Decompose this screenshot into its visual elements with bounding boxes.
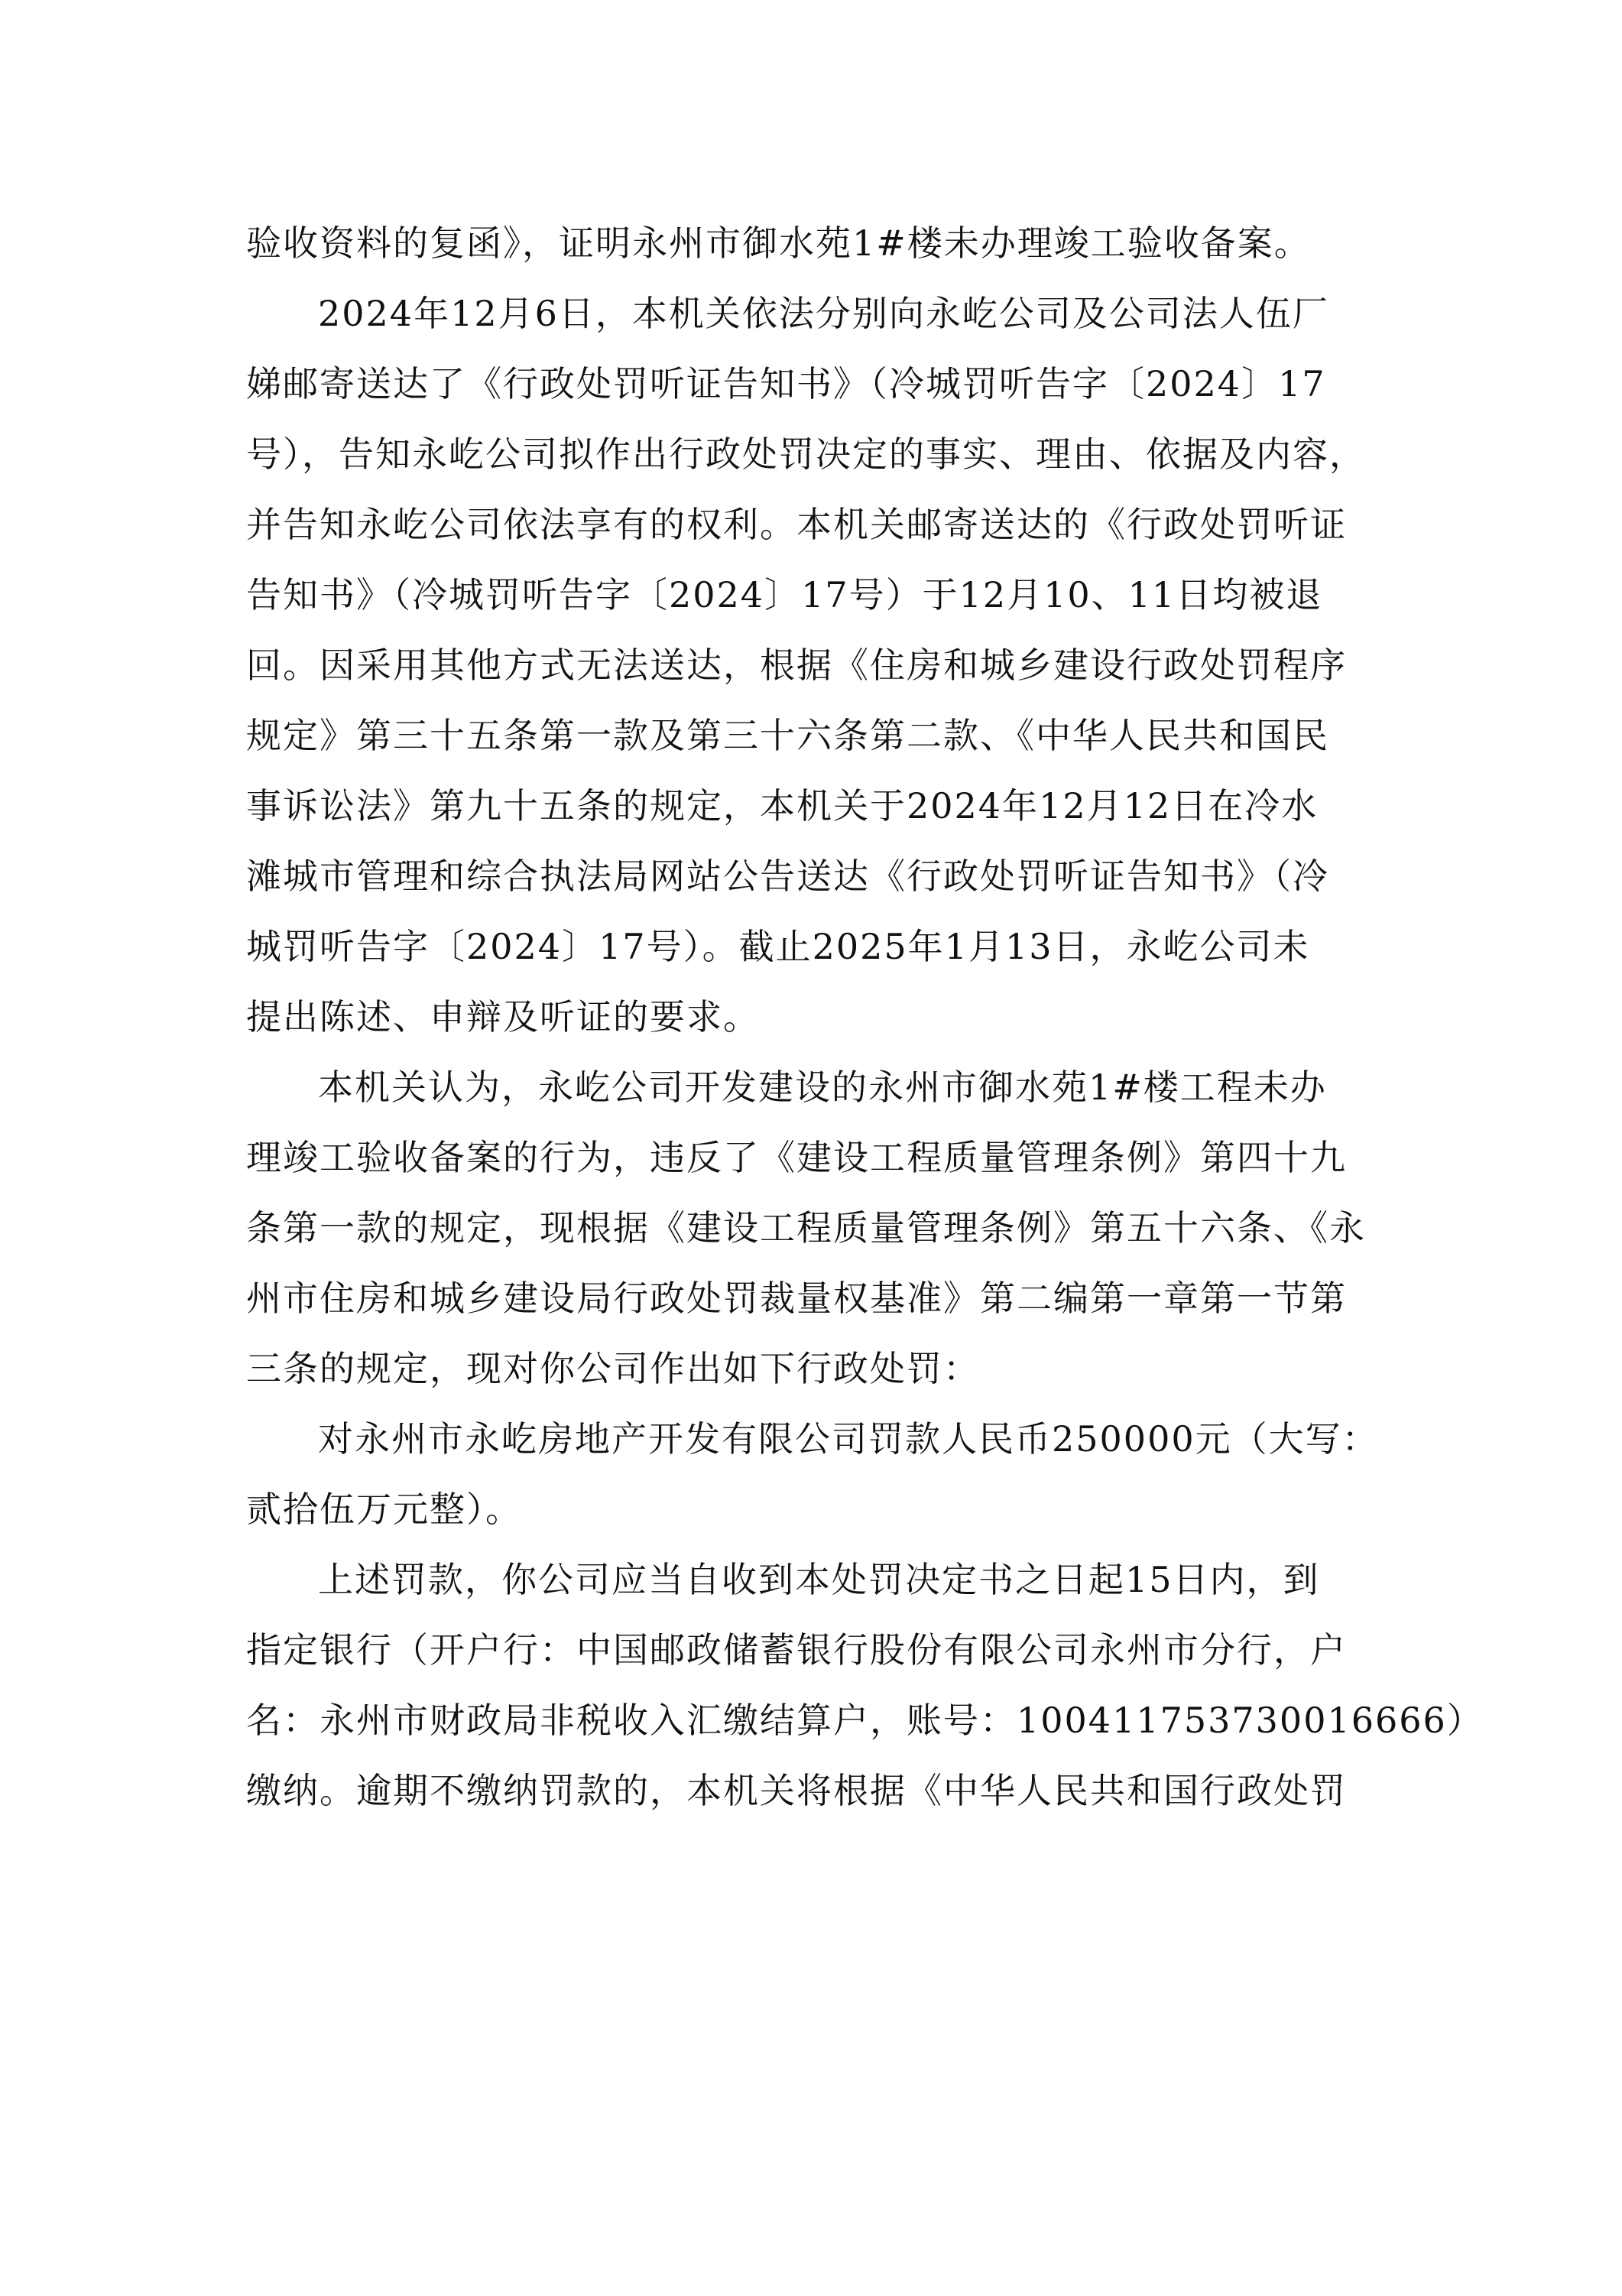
text-line: 滩城市管理和综合执法局网站公告送达《行政处罚听证告知书》（冷 [246, 856, 1329, 897]
text-line: 州市住房和城乡建设局行政处罚裁量权基准》第二编第一章第一节第 [246, 1278, 1347, 1319]
text-line: 缴纳。逾期不缴纳罚款的，本机关将根据《中华人民共和国行政处罚 [246, 1770, 1347, 1811]
text-line: 条第一款的规定，现根据《建设工程质量管理条例》第五十六条、《永 [246, 1207, 1366, 1249]
text-line: 提出陈述、申辩及听证的要求。 [246, 996, 760, 1038]
text-line: 娣邮寄送达了《行政处罚听证告知书》（冷城罚听告字〔2024〕17 [246, 363, 1326, 404]
text-line: 号），告知永屹公司拟作出行政处罚决定的事实、理由、依据及内容， [246, 434, 1366, 475]
text-line: 三条的规定，现对你公司作出如下行政处罚： [246, 1348, 980, 1389]
text-line: 名：永州市财政局非税收入汇缴结算户，账号：100411753730016666） [246, 1700, 1484, 1741]
text-line: 事诉讼法》第九十五条的规定，本机关于2024年12月12日在冷水 [246, 785, 1319, 826]
text-line: 上述罚款，你公司应当自收到本处罚决定书之日起15日内，到 [318, 1559, 1320, 1600]
text-line: 对永州市永屹房地产开发有限公司罚款人民币250000元（大写： [318, 1418, 1379, 1460]
text-line: 告知书》（冷城罚听告字〔2024〕17号）于12月10、11日均被退 [246, 574, 1323, 615]
document-body [246, 208, 1484, 1826]
text-line: 指定银行（开户行：中国邮政储蓄银行股份有限公司永州市分行，户 [246, 1629, 1347, 1671]
text-line: 验收资料的复函》，证明永州市御水苑1#楼未办理竣工验收备案。 [246, 222, 1311, 264]
text-line: 城罚听告字〔2024〕17号）。截止2025年1月13日，永屹公司未 [246, 926, 1310, 967]
text-line: 2024年12月6日，本机关依法分别向永屹公司及公司法人伍厂 [318, 293, 1329, 334]
text-line: 贰拾伍万元整）。 [246, 1489, 522, 1530]
text-line: 回。因采用其他方式无法送达，根据《住房和城乡建设行政处罚程序 [246, 645, 1347, 686]
text-line: 理竣工验收备案的行为，违反了《建设工程质量管理条例》第四十九 [246, 1137, 1347, 1178]
text-line: 规定》第三十五条第一款及第三十六条第二款、《中华人民共和国民 [246, 715, 1329, 756]
text-line: 并告知永屹公司依法享有的权利。本机关邮寄送达的《行政处罚听证 [246, 504, 1347, 545]
text-line: 本机关认为，永屹公司开发建设的永州市御水苑1#楼工程未办 [318, 1067, 1327, 1108]
